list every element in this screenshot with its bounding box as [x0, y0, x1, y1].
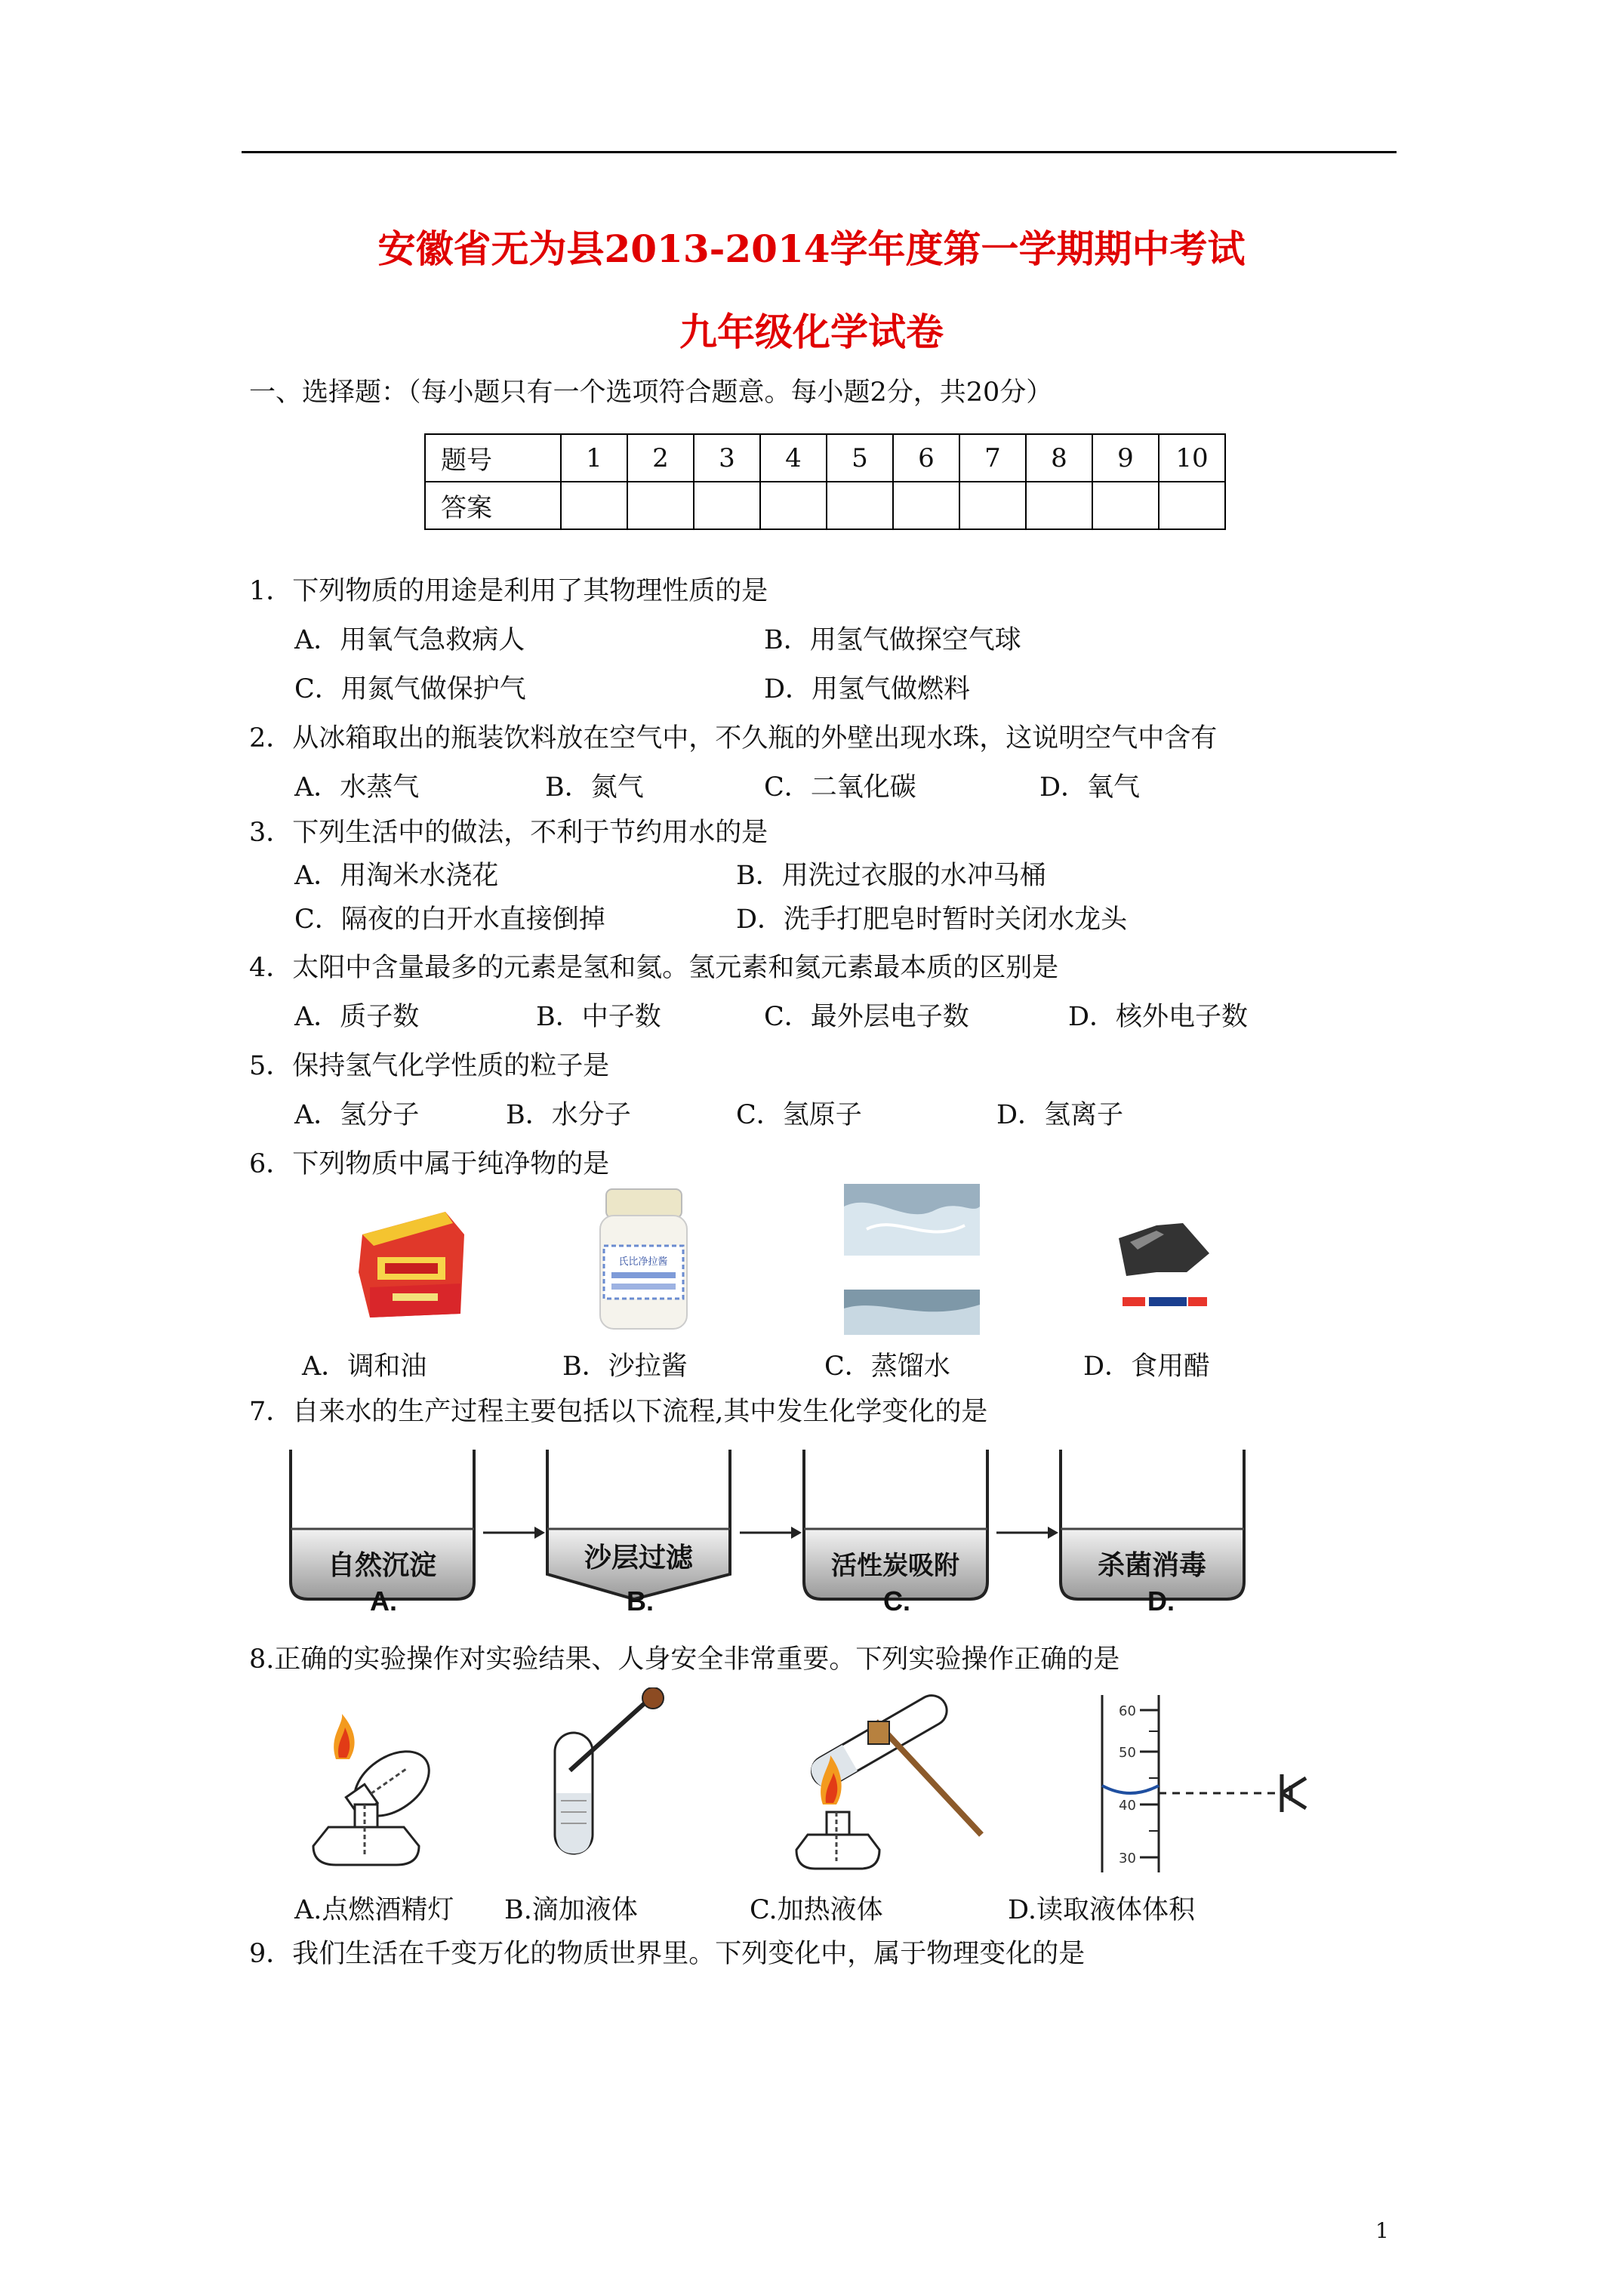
- table-label-answer: 答案: [425, 482, 561, 529]
- table-label-number: 题号: [425, 434, 561, 482]
- exam-subtitle: 九年级化学试卷: [679, 310, 944, 354]
- page-number: 1: [1375, 2218, 1389, 2243]
- q1-option-c: C．用氮气做保护气: [294, 674, 526, 704]
- q8-option-b: B.滴加液体: [504, 1895, 638, 1925]
- q3-option-d: D．洗手打肥皂时暂时关闭水龙头: [736, 905, 1128, 935]
- flow-arrowhead: [534, 1527, 545, 1539]
- flow-step-label: 自然沉淀: [327, 1550, 437, 1581]
- q3-stem: 3．下列生活中的做法，不利于节约用水的是: [249, 818, 768, 848]
- table-number-cell: 2: [627, 434, 694, 482]
- q1-option-b: B．用氢气做探空气球: [764, 625, 1021, 655]
- table-number-cell: 8: [1026, 434, 1092, 482]
- table-number-cell: 10: [1159, 434, 1225, 482]
- q5-stem: 5．保持氢气化学性质的粒子是: [249, 1051, 610, 1081]
- q1-option-d: D．用氢气做燃料: [764, 674, 971, 704]
- table-number-cell: 3: [694, 434, 760, 482]
- q4-option-b: B．中子数: [536, 1002, 661, 1032]
- q9-stem: 9．我们生活在千变万化的物质世界里。下列变化中，属于物理变化的是: [249, 1939, 1086, 1969]
- table-number-cell: 9: [1092, 434, 1159, 482]
- flow-arrowhead: [1048, 1527, 1058, 1539]
- q4-option-c: C．最外层电子数: [764, 1002, 969, 1032]
- table-number-cell: 6: [893, 434, 959, 482]
- exam-title: 安徽省无为县2013-2014学年度第一学期期中考试: [377, 227, 1246, 271]
- q8-option-a: A.点燃酒精灯: [294, 1895, 454, 1925]
- q3-option-c: C．隔夜的白开水直接倒掉: [294, 905, 605, 935]
- q3-option-b: B．用洗过衣服的水冲马桶: [736, 861, 1046, 891]
- lighting-alcohol-lamp-image: [283, 1714, 449, 1872]
- answer-cell[interactable]: [561, 482, 627, 529]
- distilled-water-image: [844, 1184, 980, 1335]
- answer-cell[interactable]: [1159, 482, 1225, 529]
- q5-option-d: D．氢离子: [996, 1100, 1124, 1130]
- q8-option-d: D.读取液体体积: [1008, 1895, 1195, 1925]
- heating-liquid-image: [778, 1691, 989, 1872]
- dropping-liquid-image: [547, 1687, 683, 1861]
- q4-option-d: D．核外电子数: [1068, 1002, 1249, 1032]
- flow-letter-c: C.: [883, 1586, 910, 1616]
- flow-step-label: 杀菌消毒: [1097, 1550, 1207, 1581]
- answer-table-number-row: [425, 434, 1225, 482]
- q1-stem: 1．下列物质的用途是利用了其物理性质的是: [249, 576, 768, 606]
- salad-dressing-jar-image: [593, 1185, 694, 1336]
- q7-stem: 7．自来水的生产过程主要包括以下流程,其中发生化学变化的是: [249, 1397, 988, 1427]
- flow-step-label: 活性炭吸附: [831, 1551, 959, 1581]
- q2-stem: 2．从冰箱取出的瓶装饮料放在空气中，不久瓶的外壁出现水珠，这说明空气中含有: [249, 723, 1218, 754]
- tank-b: [547, 1450, 730, 1599]
- header-rule: [242, 151, 1397, 153]
- q5-option-b: B．水分子: [506, 1100, 631, 1130]
- flow-letter-b: B.: [627, 1586, 654, 1616]
- flow-arrowhead: [791, 1527, 802, 1539]
- answer-cell[interactable]: [760, 482, 827, 529]
- q4-option-a: A．质子数: [294, 1002, 420, 1032]
- table-number-cell: 7: [959, 434, 1026, 482]
- answer-cell[interactable]: [627, 482, 694, 529]
- cylinder-tick-label: 50: [1119, 1745, 1136, 1761]
- q8-stem: 8.正确的实验操作对实验结果、人身安全非常重要。下列实验操作正确的是: [249, 1644, 1120, 1675]
- reading-volume-image: [1087, 1687, 1321, 1876]
- q6-option-a: A．调和油: [302, 1351, 427, 1382]
- cooking-oil-image: [355, 1204, 476, 1325]
- q6-option-d: D．食用醋: [1083, 1351, 1211, 1382]
- table-number-cell: 1: [561, 434, 627, 482]
- water-treatment-flow-diagram: [279, 1442, 1261, 1623]
- vinegar-image: [1111, 1219, 1217, 1321]
- answer-cell[interactable]: [827, 482, 893, 529]
- q2-option-d: D．氧气: [1039, 772, 1141, 803]
- answer-cell[interactable]: [959, 482, 1026, 529]
- q2-option-a: A．水蒸气: [294, 772, 420, 803]
- q2-option-b: B．氮气: [545, 772, 644, 803]
- q8-option-c: C.加热液体: [750, 1895, 883, 1925]
- jar-label: 氏比净拉酱: [618, 1256, 668, 1268]
- q1-option-a: A．用氧气急救病人: [294, 625, 525, 655]
- q2-option-c: C．二氧化碳: [764, 772, 916, 803]
- table-number-cell: 5: [827, 434, 893, 482]
- q6-option-b: B．沙拉酱: [562, 1351, 688, 1382]
- answer-cell[interactable]: [893, 482, 959, 529]
- q5-option-c: C．氢原子: [736, 1100, 862, 1130]
- section-heading: 一、选择题：（每小题只有一个选项符合题意。每小题2分，共20分）: [249, 378, 1053, 408]
- cylinder-tick-label: 60: [1119, 1703, 1136, 1719]
- cylinder-tick-label: 30: [1119, 1851, 1136, 1866]
- answer-cell[interactable]: [1092, 482, 1159, 529]
- table-number-cell: 4: [760, 434, 827, 482]
- flow-letter-a: A.: [370, 1586, 397, 1616]
- answer-table: [424, 433, 1226, 530]
- q4-stem: 4．太阳中含量最多的元素是氢和氦。氢元素和氦元素最本质的区别是: [249, 953, 1059, 983]
- q6-option-c: C．蒸馏水: [824, 1351, 950, 1382]
- answer-cell[interactable]: [1026, 482, 1092, 529]
- q6-stem: 6．下列物质中属于纯净物的是: [249, 1149, 610, 1179]
- flow-step-label: 沙层过滤: [584, 1542, 694, 1573]
- q3-option-a: A．用淘米水浇花: [294, 861, 499, 891]
- cylinder-tick-label: 40: [1119, 1798, 1136, 1814]
- q5-option-a: A．氢分子: [294, 1100, 420, 1130]
- answer-cell[interactable]: [694, 482, 760, 529]
- answer-table-answer-row: [425, 482, 1225, 529]
- flow-letter-d: D.: [1147, 1586, 1175, 1616]
